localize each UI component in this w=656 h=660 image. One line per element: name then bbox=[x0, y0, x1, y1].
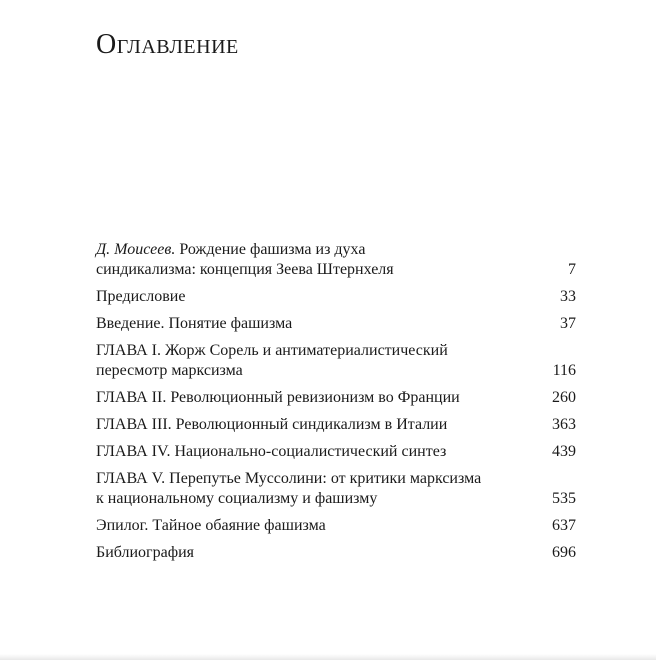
toc-page-number: 33 bbox=[560, 288, 576, 305]
toc-entry-title: Предисловие bbox=[96, 288, 186, 305]
toc-entry-chapter-2 bbox=[96, 388, 576, 408]
toc-page-number: 260 bbox=[552, 389, 576, 406]
toc-entry-author: Д. Моисеев. bbox=[96, 241, 176, 258]
toc-entry-epilogue bbox=[96, 516, 576, 536]
toc-entry-bibliography bbox=[96, 543, 576, 563]
toc-entry-text-line-2: пересмотр марксизма bbox=[96, 362, 243, 379]
toc-page-number: 7 bbox=[568, 261, 576, 278]
toc-page-number: 439 bbox=[552, 443, 576, 460]
page-title: Оглавление bbox=[96, 29, 239, 60]
toc-entry-text-line-1 bbox=[96, 240, 528, 260]
toc-page-number: 637 bbox=[552, 517, 576, 534]
toc-page-number: 363 bbox=[552, 416, 576, 433]
toc-entry-text-line-1: ГЛАВА I. Жорж Сорель и антиматериалистический bbox=[96, 342, 448, 359]
table-of-contents bbox=[96, 240, 576, 570]
toc-entry-text-line-2: к национальному социализму и фашизму bbox=[96, 490, 378, 507]
toc-page-number: 696 bbox=[552, 544, 576, 561]
toc-entry-title: Рождение фашизма из духа bbox=[175, 241, 366, 258]
toc-entry-preface bbox=[96, 287, 576, 307]
toc-entry-introduction bbox=[96, 314, 576, 334]
toc-entry-chapter-5 bbox=[96, 469, 576, 509]
toc-entry-foreword-moiseev bbox=[96, 240, 576, 280]
toc-entry-text-line-2: синдикализма: концепция Зеева Штернхеля bbox=[96, 261, 394, 278]
page-bottom-edge bbox=[0, 654, 656, 660]
toc-page-number: 116 bbox=[552, 362, 576, 379]
toc-entry-title: Введение. Понятие фашизма bbox=[96, 315, 293, 332]
toc-page-number: 535 bbox=[552, 490, 576, 507]
toc-entry-title: Эпилог. Тайное обаяние фашизма bbox=[96, 517, 326, 534]
toc-entry-title: ГЛАВА III. Революционный синдикализм в Италии bbox=[96, 416, 448, 433]
toc-entry-chapter-4 bbox=[96, 442, 576, 462]
toc-page-number: 37 bbox=[560, 315, 576, 332]
toc-entry-chapter-3 bbox=[96, 415, 576, 435]
toc-entry-chapter-1 bbox=[96, 341, 576, 381]
toc-entry-title: Библиография bbox=[96, 544, 194, 561]
toc-entry-title: ГЛАВА IV. Национально-социалистический синтез bbox=[96, 443, 447, 460]
toc-entry-text-line-1: ГЛАВА V. Перепутье Муссолини: от критики марксизма bbox=[96, 470, 482, 487]
toc-entry-title: ГЛАВА II. Революционный ревизионизм во Франции bbox=[96, 389, 460, 406]
